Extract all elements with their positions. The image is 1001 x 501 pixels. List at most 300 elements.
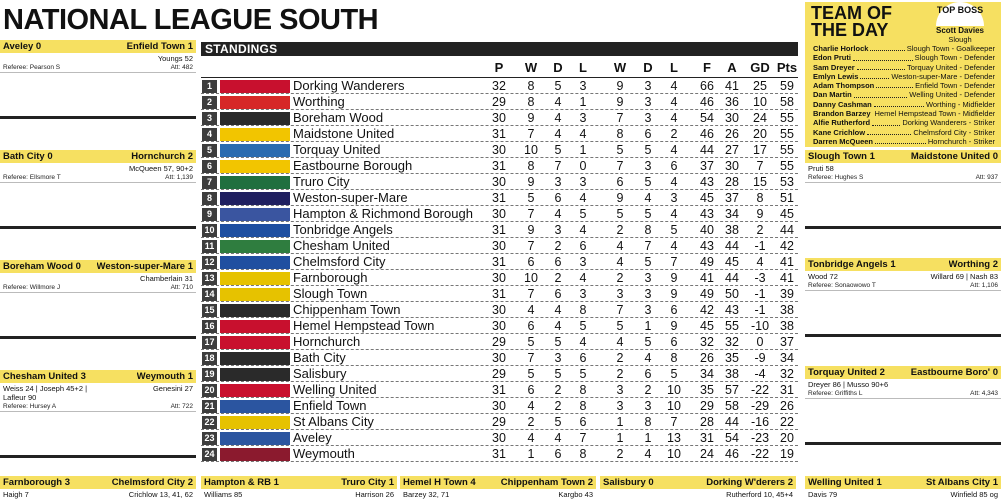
stat-al: 9 bbox=[670, 271, 678, 285]
leader-dots bbox=[874, 100, 924, 107]
match-score-bar bbox=[201, 476, 397, 489]
column-header: W bbox=[524, 60, 538, 75]
away-scorers: Genesini 27 bbox=[152, 384, 193, 393]
team-name: Truro City bbox=[293, 174, 350, 189]
club-crest-icon bbox=[220, 176, 290, 189]
stat-hw: 5 bbox=[527, 191, 535, 205]
stat-pts: 20 bbox=[780, 431, 794, 445]
team-of-the-day bbox=[805, 2, 1001, 147]
away-team-score bbox=[911, 366, 998, 379]
away-team: Chelmsford City bbox=[111, 477, 186, 488]
player-name: Brandon Barzey bbox=[813, 109, 871, 119]
stat-aw: 2 bbox=[616, 367, 624, 381]
stat-f: 37 bbox=[700, 159, 714, 173]
stat-f: 43 bbox=[700, 239, 714, 253]
team-name: Bath City bbox=[293, 350, 346, 365]
stat-f: 46 bbox=[700, 95, 714, 109]
column-header: F bbox=[703, 60, 711, 75]
stat-pts: 38 bbox=[780, 319, 794, 333]
stat-al: 4 bbox=[670, 95, 678, 109]
stat-f: 49 bbox=[700, 255, 714, 269]
stat-ad: 3 bbox=[644, 95, 652, 109]
stat-a: 38 bbox=[725, 367, 739, 381]
stat-gd: 9 bbox=[756, 207, 764, 221]
stat-ad: 3 bbox=[644, 111, 652, 125]
club-crest-icon bbox=[220, 240, 290, 253]
stat-ad: 1 bbox=[644, 431, 652, 445]
leader-dots bbox=[872, 118, 900, 125]
team-name: Chesham United bbox=[293, 238, 390, 253]
totd-title: TEAM OF THE DAY bbox=[811, 3, 892, 40]
stat-f: 46 bbox=[700, 127, 714, 141]
standings-row bbox=[201, 158, 798, 174]
away-team-score bbox=[137, 370, 193, 383]
match-report bbox=[201, 476, 397, 500]
stat-gd: -1 bbox=[754, 303, 766, 317]
away-scorers: Harrison 26 bbox=[355, 490, 394, 499]
stat-ad: 8 bbox=[644, 223, 652, 237]
home-team-score bbox=[3, 40, 41, 53]
standings-row bbox=[201, 174, 798, 190]
position-badge: 20 bbox=[202, 384, 217, 397]
stat-hw: 7 bbox=[527, 239, 535, 253]
stat-gd: 8 bbox=[756, 191, 764, 205]
club-crest-icon bbox=[220, 192, 290, 205]
referee-attendance bbox=[0, 284, 196, 293]
stat-hw: 6 bbox=[527, 319, 535, 333]
player-name: Sam Dreyer bbox=[813, 62, 855, 72]
lineups bbox=[805, 399, 1001, 445]
stat-hw: 1 bbox=[527, 447, 535, 461]
club-crest-icon bbox=[220, 400, 290, 413]
stat-al: 10 bbox=[667, 447, 681, 461]
stat-a: 41 bbox=[725, 79, 739, 93]
referee: Referee: Hughes S bbox=[808, 174, 864, 181]
away-team-score bbox=[911, 150, 998, 163]
stat-al: 6 bbox=[670, 303, 678, 317]
totd-player bbox=[813, 44, 995, 53]
stat-aw: 4 bbox=[616, 255, 624, 269]
stat-f: 29 bbox=[700, 399, 714, 413]
home-scorers bbox=[3, 274, 98, 283]
match-report bbox=[805, 258, 1001, 337]
stat-p: 31 bbox=[492, 447, 506, 461]
standings-row bbox=[201, 94, 798, 110]
away-team: Chippenham Town bbox=[500, 477, 586, 488]
stat-p: 30 bbox=[492, 175, 506, 189]
stat-ad: 4 bbox=[644, 447, 652, 461]
position-badge: 5 bbox=[202, 144, 217, 157]
home-score: 1 bbox=[869, 151, 875, 162]
away-team: Truro City bbox=[341, 477, 387, 488]
away-score: 2 bbox=[992, 259, 998, 270]
home-team: Bath City bbox=[3, 151, 45, 162]
away-score: 1 bbox=[992, 477, 998, 488]
stat-a: 45 bbox=[725, 255, 739, 269]
player-name: Danny Cashman bbox=[813, 99, 872, 109]
stat-al: 9 bbox=[670, 287, 678, 301]
stat-hl: 5 bbox=[579, 319, 587, 333]
stat-gd: 17 bbox=[753, 143, 767, 157]
stat-a: 44 bbox=[725, 271, 739, 285]
top-boss-label: TOP BOSS bbox=[936, 2, 984, 26]
referee-attendance bbox=[0, 174, 196, 183]
stat-hd: 2 bbox=[554, 383, 562, 397]
away-score: 1 bbox=[388, 477, 394, 488]
away-score: 2 bbox=[187, 477, 193, 488]
position-badge: 24 bbox=[202, 448, 217, 461]
stat-f: 66 bbox=[700, 79, 714, 93]
team-name: Weston-super-Mare bbox=[293, 190, 408, 205]
stat-gd: 10 bbox=[753, 95, 767, 109]
club-crest-icon bbox=[220, 432, 290, 445]
club-crest-icon bbox=[220, 448, 290, 461]
away-team: Maidstone United bbox=[910, 151, 991, 162]
stat-a: 44 bbox=[725, 239, 739, 253]
stat-aw: 1 bbox=[616, 431, 624, 445]
column-header: D bbox=[643, 60, 653, 75]
club-crest-icon bbox=[220, 304, 290, 317]
stat-pts: 55 bbox=[780, 127, 794, 141]
stat-a: 37 bbox=[725, 191, 739, 205]
stat-a: 27 bbox=[725, 143, 739, 157]
stat-aw: 9 bbox=[616, 79, 624, 93]
team-name: Hampton & Richmond Borough bbox=[293, 206, 473, 221]
stat-aw: 8 bbox=[616, 127, 624, 141]
referee: Referee: Ellsmore T bbox=[3, 174, 61, 181]
referee: Referee: Griffiths L bbox=[808, 390, 863, 397]
home-team-score bbox=[3, 476, 70, 489]
stat-hw: 7 bbox=[527, 127, 535, 141]
home-team: Salisbury bbox=[603, 477, 646, 488]
stat-f: 45 bbox=[700, 191, 714, 205]
club-crest-icon bbox=[220, 128, 290, 141]
home-score: 0 bbox=[47, 151, 53, 162]
stat-f: 54 bbox=[700, 111, 714, 125]
home-team-score bbox=[3, 150, 53, 163]
stat-hw: 6 bbox=[527, 255, 535, 269]
goal-scorers bbox=[0, 273, 196, 284]
away-scorers: Rutherford 10, 45+4 bbox=[726, 490, 793, 499]
leader-dots bbox=[870, 44, 904, 51]
club-crest-icon bbox=[220, 352, 290, 365]
stat-hw: 9 bbox=[527, 175, 535, 189]
stat-al: 2 bbox=[670, 127, 678, 141]
stat-pts: 41 bbox=[780, 271, 794, 285]
home-team-score bbox=[603, 476, 654, 489]
totd-player bbox=[813, 137, 995, 146]
standings-column-headers bbox=[201, 56, 798, 78]
stat-ad: 6 bbox=[644, 127, 652, 141]
player-club-position: Chelmsford City - Striker bbox=[913, 127, 995, 137]
stat-p: 31 bbox=[492, 255, 506, 269]
standings-row bbox=[201, 126, 798, 142]
attendance: Att: 710 bbox=[170, 284, 193, 291]
stat-hw: 2 bbox=[527, 415, 535, 429]
position-badge: 1 bbox=[202, 80, 217, 93]
goal-scorers bbox=[0, 53, 196, 64]
stat-p: 30 bbox=[492, 303, 506, 317]
club-crest-icon bbox=[220, 320, 290, 333]
stat-aw: 7 bbox=[616, 159, 624, 173]
stat-hw: 10 bbox=[524, 271, 538, 285]
away-score: 1 bbox=[187, 261, 193, 272]
away-team: Worthing bbox=[948, 259, 991, 270]
home-team-score bbox=[204, 476, 279, 489]
referee: Referee: Hursey A bbox=[3, 403, 57, 410]
stat-hl: 6 bbox=[579, 415, 587, 429]
totd-player bbox=[813, 128, 995, 137]
stat-ad: 3 bbox=[644, 303, 652, 317]
stat-al: 4 bbox=[670, 143, 678, 157]
goal-scorers bbox=[805, 163, 1001, 174]
standings-rows bbox=[201, 78, 798, 462]
stat-hd: 4 bbox=[554, 319, 562, 333]
stat-hw: 8 bbox=[527, 95, 535, 109]
stat-hw: 8 bbox=[527, 79, 535, 93]
stat-hw: 10 bbox=[524, 143, 538, 157]
stat-hw: 5 bbox=[527, 367, 535, 381]
stat-f: 31 bbox=[700, 431, 714, 445]
stat-p: 30 bbox=[492, 111, 506, 125]
stat-ad: 5 bbox=[644, 255, 652, 269]
team-name: Tonbridge Angels bbox=[293, 222, 393, 237]
position-badge: 14 bbox=[202, 288, 217, 301]
stat-a: 30 bbox=[725, 111, 739, 125]
stat-f: 42 bbox=[700, 303, 714, 317]
home-team: Torquay United bbox=[808, 367, 877, 378]
stat-hw: 7 bbox=[527, 287, 535, 301]
stat-a: 34 bbox=[725, 207, 739, 221]
totd-player bbox=[813, 63, 995, 72]
stat-hw: 4 bbox=[527, 303, 535, 317]
stat-p: 30 bbox=[492, 207, 506, 221]
player-club-position: Hemel Hempstead Town - Midfielder bbox=[874, 109, 995, 119]
referee: Referee: Pearson S bbox=[3, 64, 61, 71]
referee-attendance bbox=[805, 282, 1001, 291]
home-scorers bbox=[3, 164, 98, 173]
player-club-position: Torquay United - Defender bbox=[907, 62, 995, 72]
stat-hd: 4 bbox=[554, 127, 562, 141]
stat-f: 41 bbox=[700, 271, 714, 285]
stat-gd: 7 bbox=[756, 159, 764, 173]
home-score: 2 bbox=[879, 367, 885, 378]
stat-gd: -10 bbox=[750, 319, 770, 333]
home-team: Welling United bbox=[808, 477, 874, 488]
stat-aw: 7 bbox=[616, 111, 624, 125]
stat-aw: 7 bbox=[616, 303, 624, 317]
stat-p: 29 bbox=[492, 415, 506, 429]
stat-ad: 3 bbox=[644, 79, 652, 93]
attendance: Att: 1,106 bbox=[970, 282, 998, 289]
club-crest-icon bbox=[220, 384, 290, 397]
stat-hl: 3 bbox=[579, 287, 587, 301]
stat-hl: 6 bbox=[579, 239, 587, 253]
match-score-bar bbox=[0, 370, 196, 383]
position-badge: 18 bbox=[202, 352, 217, 365]
lineups bbox=[0, 183, 196, 229]
standings-row bbox=[201, 302, 798, 318]
totd-player bbox=[813, 100, 995, 109]
stat-gd: -22 bbox=[750, 447, 770, 461]
player-club-position: Weston-super-Mare - Defender bbox=[891, 71, 995, 81]
club-crest-icon bbox=[220, 208, 290, 221]
standings-row bbox=[201, 350, 798, 366]
home-team-score bbox=[3, 370, 86, 383]
away-score: 2 bbox=[787, 477, 793, 488]
stat-a: 58 bbox=[725, 399, 739, 413]
lineups bbox=[0, 412, 196, 458]
team-name: Torquay United bbox=[293, 142, 381, 157]
stat-al: 10 bbox=[667, 383, 681, 397]
stat-gd: 24 bbox=[753, 111, 767, 125]
stat-hl: 4 bbox=[579, 271, 587, 285]
stat-gd: 2 bbox=[756, 223, 764, 237]
stat-aw: 5 bbox=[616, 143, 624, 157]
away-team: Weston-super-Mare bbox=[96, 261, 186, 272]
home-scorers: Weiss 24 | Joseph 45+2 | Lafleur 90 bbox=[3, 384, 88, 402]
home-scorers: Dreyer 86 | Musso 90+6 bbox=[808, 380, 889, 389]
column-header: L bbox=[670, 60, 678, 75]
position-badge: 16 bbox=[202, 320, 217, 333]
stat-p: 30 bbox=[492, 431, 506, 445]
home-team-score bbox=[808, 366, 885, 379]
away-team-score bbox=[127, 40, 193, 53]
stat-pts: 26 bbox=[780, 399, 794, 413]
stat-hw: 9 bbox=[527, 223, 535, 237]
stat-ad: 3 bbox=[644, 271, 652, 285]
stat-aw: 9 bbox=[616, 191, 624, 205]
stat-aw: 3 bbox=[616, 287, 624, 301]
goal-scorers bbox=[805, 379, 1001, 390]
position-badge: 17 bbox=[202, 336, 217, 349]
position-badge: 21 bbox=[202, 400, 217, 413]
team-name: Chippenham Town bbox=[293, 302, 401, 317]
home-team: Hampton & RB bbox=[204, 477, 272, 488]
stat-al: 5 bbox=[670, 367, 678, 381]
position-badge: 8 bbox=[202, 192, 217, 205]
stat-a: 57 bbox=[725, 383, 739, 397]
club-crest-icon bbox=[220, 288, 290, 301]
stat-a: 26 bbox=[725, 127, 739, 141]
stat-p: 30 bbox=[492, 399, 506, 413]
stat-a: 44 bbox=[725, 415, 739, 429]
goal-scorers bbox=[400, 489, 596, 500]
team-name: Hornchurch bbox=[293, 334, 361, 349]
stat-ad: 5 bbox=[644, 143, 652, 157]
home-team-score bbox=[808, 150, 875, 163]
home-team-score bbox=[808, 258, 896, 271]
away-scorers: Chamberlain 31 bbox=[140, 274, 193, 283]
club-crest-icon bbox=[220, 80, 290, 93]
stat-hd: 7 bbox=[554, 159, 562, 173]
stat-aw: 2 bbox=[616, 351, 624, 365]
stat-f: 43 bbox=[700, 175, 714, 189]
stat-hl: 8 bbox=[579, 303, 587, 317]
standings-row bbox=[201, 206, 798, 222]
leader-dots bbox=[875, 137, 926, 144]
match-report bbox=[805, 150, 1001, 229]
stat-ad: 3 bbox=[644, 287, 652, 301]
stat-pts: 39 bbox=[780, 287, 794, 301]
totd-player bbox=[813, 81, 995, 90]
stat-hw: 7 bbox=[527, 207, 535, 221]
club-crest-icon bbox=[220, 272, 290, 285]
stat-hl: 8 bbox=[579, 383, 587, 397]
stat-p: 29 bbox=[492, 367, 506, 381]
standings-row bbox=[201, 222, 798, 238]
lineups bbox=[0, 293, 196, 339]
away-team: Hornchurch bbox=[131, 151, 186, 162]
player-name: Kane Crichlow bbox=[813, 127, 866, 137]
stat-gd: -3 bbox=[754, 271, 766, 285]
stat-p: 31 bbox=[492, 223, 506, 237]
stat-hl: 4 bbox=[579, 191, 587, 205]
stat-gd: -9 bbox=[754, 351, 766, 365]
goal-scorers bbox=[600, 489, 796, 500]
stat-al: 6 bbox=[670, 335, 678, 349]
stat-hl: 5 bbox=[579, 367, 587, 381]
away-team-score bbox=[926, 476, 998, 489]
totd-player bbox=[813, 118, 995, 127]
stat-p: 30 bbox=[492, 271, 506, 285]
stat-a: 30 bbox=[725, 159, 739, 173]
position-badge: 15 bbox=[202, 304, 217, 317]
standings-row bbox=[201, 318, 798, 334]
stat-ad: 4 bbox=[644, 191, 652, 205]
home-score: 1 bbox=[890, 259, 896, 270]
stat-hd: 4 bbox=[554, 111, 562, 125]
stat-hd: 6 bbox=[554, 287, 562, 301]
stat-hd: 2 bbox=[554, 239, 562, 253]
player-name: Edon Pruti bbox=[813, 53, 851, 63]
player-name: Darren McQueen bbox=[813, 136, 874, 146]
player-name: Charlie Horlock bbox=[813, 44, 869, 53]
stat-ad: 2 bbox=[644, 383, 652, 397]
position-badge: 10 bbox=[202, 224, 217, 237]
lineups bbox=[805, 291, 1001, 337]
club-crest-icon bbox=[220, 160, 290, 173]
stat-gd: -4 bbox=[754, 367, 766, 381]
stat-f: 28 bbox=[700, 415, 714, 429]
home-scorers: Williams 85 bbox=[204, 490, 243, 499]
position-badge: 23 bbox=[202, 432, 217, 445]
away-scorers: Youngs 52 bbox=[157, 54, 193, 63]
stat-p: 31 bbox=[492, 191, 506, 205]
stat-hd: 3 bbox=[554, 223, 562, 237]
stat-al: 3 bbox=[670, 191, 678, 205]
club-crest-icon bbox=[220, 144, 290, 157]
referee-attendance bbox=[0, 403, 196, 412]
stat-pts: 59 bbox=[780, 79, 794, 93]
home-team: Aveley bbox=[3, 41, 34, 52]
stat-al: 7 bbox=[670, 415, 678, 429]
stat-hw: 4 bbox=[527, 431, 535, 445]
home-team-score bbox=[3, 260, 81, 273]
stat-hd: 2 bbox=[554, 399, 562, 413]
team-name: Aveley bbox=[293, 430, 332, 445]
stat-pts: 37 bbox=[780, 335, 794, 349]
standings-row bbox=[201, 254, 798, 270]
away-team: Weymouth bbox=[136, 371, 186, 382]
stat-a: 32 bbox=[725, 335, 739, 349]
stat-pts: 41 bbox=[780, 255, 794, 269]
standings-row bbox=[201, 270, 798, 286]
home-team: Tonbridge Angels bbox=[808, 259, 888, 270]
match-report bbox=[0, 150, 196, 229]
stat-pts: 19 bbox=[780, 447, 794, 461]
away-score: 2 bbox=[187, 151, 193, 162]
